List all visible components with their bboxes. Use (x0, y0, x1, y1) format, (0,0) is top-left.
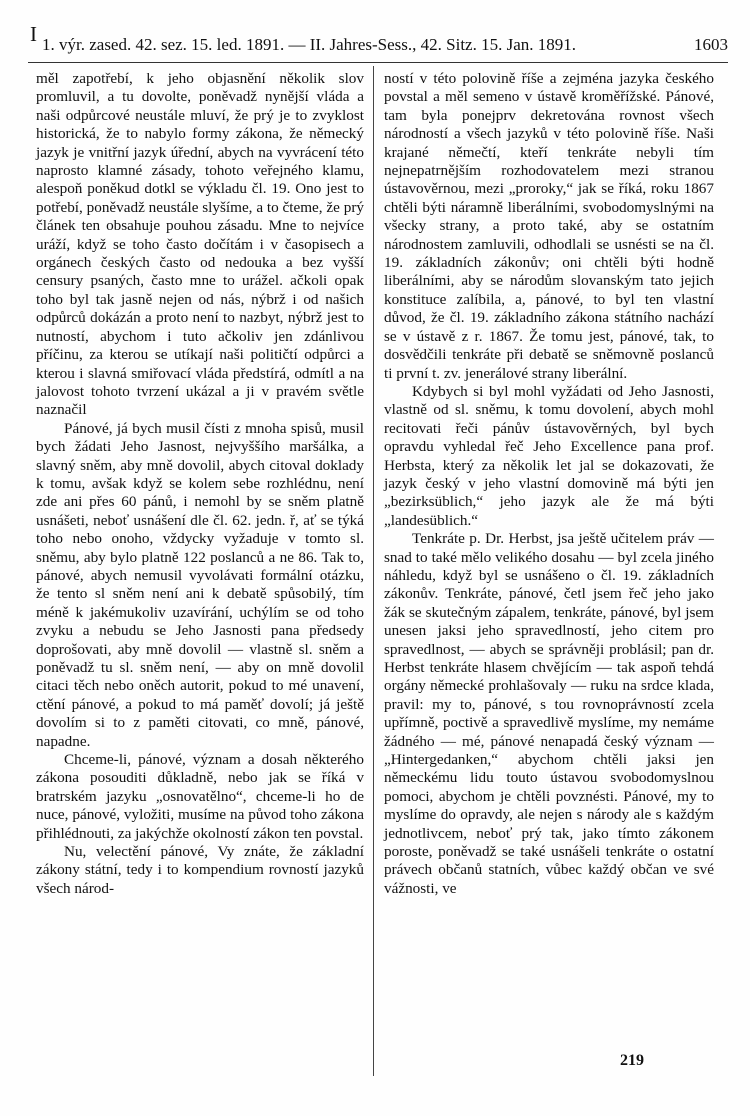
left-paragraph-1: měl zapotřebí, k jeho objasnění několik slov promluvil, a tu dovolte, poněvadž nynější vláda a naši odpůrcové neustále mluví, že prý je to zvyklost historická, že to nabylo formy zákona, že německý jazyk je vnitřní jazyk úřední, abych na vyvrácení této naprosto klamné zásady, tohoto veřejného klamu, alespoň poněkud dotkl se výkladu čl. 19. Ono jest to potřebí, poněvadž neustále slyšíme, a to čteme, že prý článek ten obsahuje pouhou zásadu. Mne to nejvíce uráží, když se toho často dočítám i v časopisech a orgánech českých často od nedouka a bez vyšší censury psaných, často mne to urážel. ačkoli opak toho byl tak jasně nejen od nás, nýbrž i od našich odpůrců dokázán a proto není to nazbyt, nýbrž jest to nutností, abychom i tuto ačkoliv jen zdánlivou příčinu, za kterou se utíkají naši političtí odpůrci a kterou i slavná smiřovací vláda předstírá, odmítl a na jalovost tohoto tvrzení ukázal a ji v pravém světle naznačil (36, 70, 364, 419)
header-rule (28, 62, 728, 63)
left-paragraph-2: Pánové, já bych musil čísti z mnoha spisů, musil bych žádati Jeho Jasnost, nejvyššího maršálka, a slavný sněm, aby mně dovolil, abych citoval doklady k tomu, avšak když se kolem sebe rozhlédnu, není zde ani přes 60 pánů, i nemohl by se sněm platně usnášeti, neboť usnášení dle čl. 62. jedn. ř, ať se týká toho nebo onoho, vždycky vyžaduje v tomto sl. sněmu, aby bylo platně 122 poslanců a ne 86. Tak to, pánové, abych nemusil vyvolávati formální otázku, že tento sl sněm není ani k debatě spůsobilý, tím méně k jakémukoliv uzavírání, uchýlím se od toho zvyku a nebudu se Jeho Jasnosti pana předsedy doprošovati, aby mně dovolil — vlastně sl. sněm a poněvadž tu sl. sněm není, — aby on mně dovolil citaci těch nebo oněch autorit, pokud to mé unavení, ctění pánové, a pokud to má paměť dovolí; já ještě dovolím si to z paměti citovati, co mně, pánové, napadne. (36, 419, 364, 750)
right-paragraph-3: Tenkráte p. Dr. Herbst, jsa ještě učitelem práv — snad to také mělo velikého dosahu — byl zcela jiného náhledu, když byl se usnášeno o čl. 19. základních zákonův. Tenkráte, pánové, četl jsem řeč jeho jako žák se skutečným zápalem, tenkráte, pánové, byl jsem unesen jaksi jeho spravedlností, jeho citem pro spravedlnost, — abych se správněji problásil; pan dr. Herbst tenkráte hlasem chvějícím — tak aspoň tehdá orgány německé prohlašovaly — ruku na srdce klada, pravil: my to, pánové, s tou rovnoprávností zcela upřímně, poctivě a spravedlivě myslíme, my nemáme žádného — mé, pánové nenapadá český význam — „Hintergedanken,“ abychom chtěli jaksi jen německému lidu touto ústavou svobodomyslnou pomoci, abychom je chtěli povznésti. Pánové, my to myslíme do opravdy, ale nejen s národy ale s každým jednotlivcem, neboť prý tak, jako tímto zákonem poroste, poněvadž se také usnášeli tenkráte o ostatní právech občanů statních, vůbec každý občan ve své vážnosti, ve (384, 530, 714, 897)
left-column (36, 70, 364, 898)
left-paragraph-3: Chceme-li, pánové, význam a dosah některého zákona posouditi důkladně, nebo jak se říká v bratrském jazyku „osnovatělno“, chceme-li ho de nuce, pánové, vyložiti, musíme na původ toho zákona přihlédnouti, za jakýchže okolností zákon ten povstal. (36, 751, 364, 842)
right-column (384, 70, 714, 898)
right-paragraph-2: Kdybych si byl mohl vyžádati od Jeho Jasnosti, vlastně od sl. sněmu, k tomu dovolení, abych mohl recitovati řeči pánův ústavověrných, byl bych opravdu vyhledal řeč Jeho Excellence pana prof. Herbsta, který za několik let jal se dokazovati, že jazyk český v jeho vlastní domovině má býti jen „bezirksüblich,“ jeho jazyk ale že má býti „landesüblich.“ (384, 382, 714, 529)
running-header (28, 22, 728, 62)
left-paragraph-4: Nu, velectění pánové, Vy znáte, že základní zákony státní, tedy i to kompendium rovností jazyků všech národ- (36, 843, 364, 897)
footer-page-number: 219 (620, 1052, 644, 1069)
header-session-text: 1. výr. zased. 42. sez. 15. led. 1891. — II. Jahres-Sess., 42. Sitz. 15. Jan. 1891. (42, 35, 577, 54)
header-page-number: 1603 (694, 35, 728, 54)
column-divider (373, 66, 374, 1076)
section-mark: I (30, 22, 37, 46)
right-paragraph-1: ností v této polovině říše a zejména jazyka českého povstal a měl semeno v ústavě kroměřížské. Pánové, tam byla ponejprv dekretována rovnost všech národností a všech jazyků v této polovině říše. Naši krajané němečtí, kteří tenkráte nebyli tím nejnepatrnějším rozhodovatelem mezi stranou ústavověrnou, mezi „proroky,“ jak se říká, roku 1867 chtěli býti náramně liberálními, svobodomyslnými na všecky strany, a proto také, aby se ostatním národnostem zamluvili, odhodlali se usnésti se na čl. 19. základních zákonův; oni chtěli býti hodně liberálními, aby se národům slovanským tato jejich konstituce zalíbila, a, pánové, to byl ten vlastní důvod, že čl. 19. základního zákona státního nachází se v ústavě z r. 1867. Že tomu jest, pánové, tak, to dosvědčili tenkráte při debatě se sněmovně poslanců ti první t. zv. jenerálové strany liberální. (384, 70, 714, 382)
